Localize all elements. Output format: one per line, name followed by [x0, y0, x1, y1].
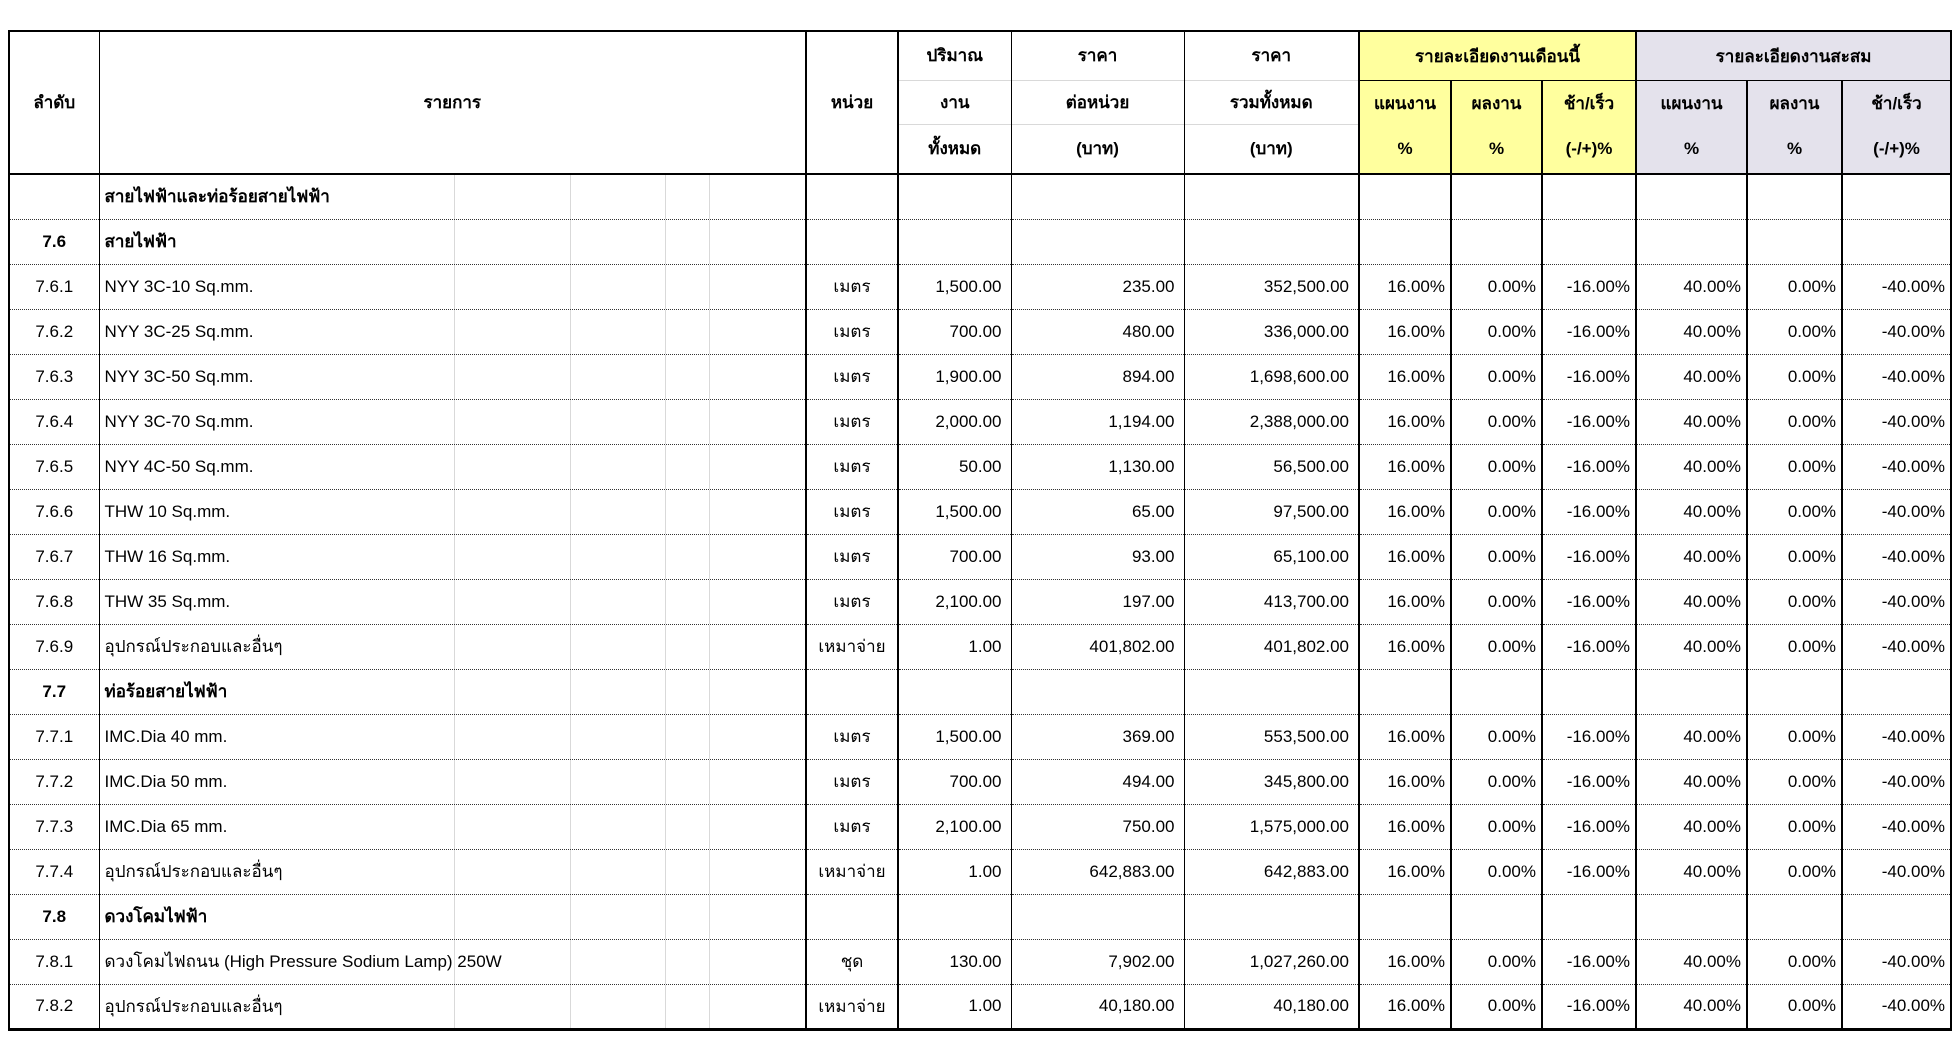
cell-cum-plan [1636, 894, 1747, 939]
cell-unit-price: 93.00 [1011, 534, 1184, 579]
cell-cum-diff: -40.00% [1881, 366, 1946, 386]
cell-no: 7.7.2 [9, 759, 99, 804]
cell-cum-plan: 40.00% [1636, 939, 1747, 984]
cell-no: 7.6.5 [9, 444, 99, 489]
cell-total: 553,500.00 [1184, 714, 1359, 759]
cell-cum-actual: 0.00% [1747, 444, 1842, 489]
header-quantity-line2: งาน [899, 80, 1011, 124]
item-row-7.7.4 [9, 849, 1951, 894]
cell-cum-diff: -40.00% [1881, 816, 1946, 836]
cell-desc: อุปกรณ์ประกอบและอื่นๆ [99, 624, 806, 669]
cell-qty: 50.00 [898, 444, 1011, 489]
cell-cum-plan: 40.00% [1636, 354, 1747, 399]
cell-cum-plan: 40.00% [1636, 534, 1747, 579]
cell-desc: สายไฟฟ้าและท่อร้อยสายไฟฟ้า [99, 174, 806, 219]
cell-no: 7.6.8 [9, 579, 99, 624]
cell-cum-actual: 0.00% [1747, 939, 1842, 984]
cell-cum-plan [1636, 669, 1747, 714]
cell-month-actual [1451, 669, 1542, 714]
cell-total: 65,100.00 [1184, 534, 1359, 579]
cell-qty: 700.00 [898, 759, 1011, 804]
cell-month-actual: 0.00% [1451, 939, 1542, 984]
cell-cum-diff: -40.00% [1881, 996, 1946, 1015]
header-month-plan-unit: % [1397, 139, 1413, 158]
header-cum-actual-label: ผลงาน [1769, 94, 1820, 113]
cell-total: 413,700.00 [1184, 579, 1359, 624]
cell-month-actual: 0.00% [1451, 849, 1542, 894]
cell-total: 56,500.00 [1184, 444, 1359, 489]
cell-cum-actual: 0.00% [1747, 309, 1842, 354]
cell-desc: ดวงโคมไฟถนน (High Pressure Sodium Lamp) 250W [99, 939, 806, 984]
cell-no: 7.7.1 [9, 714, 99, 759]
cell-month-diff [1542, 894, 1636, 939]
cell-qty: 130.00 [898, 939, 1011, 984]
header-cumulative-group: รายละเอียดงานสะสม [1636, 31, 1951, 81]
cell-unit-price: 750.00 [1011, 804, 1184, 849]
cell-month-plan: 16.00% [1359, 309, 1451, 354]
cell-cum-actual: 0.00% [1747, 534, 1842, 579]
cell-qty: 1.00 [898, 624, 1011, 669]
cell-qty: 1,900.00 [898, 354, 1011, 399]
header-cum-diff-unit: (-/+)% [1873, 139, 1920, 158]
cell-cum-plan: 40.00% [1636, 624, 1747, 669]
cell-month-diff: -16.00% [1542, 759, 1636, 804]
header-no: ลำดับ [9, 31, 99, 174]
cell-qty: 1.00 [898, 984, 1011, 1029]
cell-cum-diff: -40.00% [1881, 726, 1946, 746]
cell-desc: IMC.Dia 65 mm. [99, 804, 806, 849]
cell-month-actual: 0.00% [1451, 624, 1542, 669]
header-total-price-line2: รวมทั้งหมด [1185, 80, 1359, 124]
cell-cum-diff: -40.00% [1881, 861, 1946, 881]
header-month-plan [1359, 81, 1451, 175]
cell-cum-plan: 40.00% [1636, 984, 1747, 1029]
cell-qty: 2,100.00 [898, 804, 1011, 849]
cell-cum-diff: -40.00% [1881, 456, 1946, 476]
cell-no: 7.6.7 [9, 534, 99, 579]
header-cum-diff [1842, 81, 1951, 175]
cell-desc: THW 35 Sq.mm. [99, 579, 806, 624]
cell-month-diff [1542, 669, 1636, 714]
cell-month-diff: -16.00% [1542, 534, 1636, 579]
header-month-plan-label: แผนงาน [1373, 94, 1436, 113]
cell-month-plan [1359, 669, 1451, 714]
cell-total: 336,000.00 [1184, 309, 1359, 354]
header-cum-actual [1747, 81, 1842, 175]
header-unit-price-line2: ต่อหน่วย [1012, 80, 1184, 124]
cell-unit-price: 369.00 [1011, 714, 1184, 759]
cell-unit: เมตร [806, 534, 898, 579]
item-row-7.6.8 [9, 579, 1951, 624]
cell-cum-plan: 40.00% [1636, 579, 1747, 624]
cell-month-diff: -16.00% [1542, 849, 1636, 894]
cell-total: 1,698,600.00 [1184, 354, 1359, 399]
cell-cum-actual: 0.00% [1747, 714, 1842, 759]
cell-unit-price [1011, 174, 1184, 219]
cell-no: 7.6.6 [9, 489, 99, 534]
cell-unit-price: 1,194.00 [1011, 399, 1184, 444]
cell-unit [806, 219, 898, 264]
cell-unit [806, 669, 898, 714]
cell-desc: NYY 3C-10 Sq.mm. [99, 264, 806, 309]
cell-cum-plan: 40.00% [1636, 399, 1747, 444]
header-quantity-line3: ทั้งหมด [899, 124, 1011, 173]
cell-unit: เมตร [806, 399, 898, 444]
cell-unit [806, 174, 898, 219]
cell-desc: THW 16 Sq.mm. [99, 534, 806, 579]
cell-qty: 1,500.00 [898, 714, 1011, 759]
cell-qty [898, 219, 1011, 264]
cell-cum-diff: -40.00% [1881, 591, 1946, 611]
cell-no: 7.7.3 [9, 804, 99, 849]
cell-month-plan: 16.00% [1359, 624, 1451, 669]
item-row-7.6.1 [9, 264, 1951, 309]
cell-cum-diff [1842, 894, 1951, 939]
cell-month-plan: 16.00% [1359, 444, 1451, 489]
header-month-actual-unit: % [1488, 139, 1505, 158]
cell-unit-price: 65.00 [1011, 489, 1184, 534]
cell-qty: 1.00 [898, 849, 1011, 894]
item-row-7.8.1 [9, 939, 1951, 984]
cell-cum-diff: -40.00% [1881, 771, 1946, 791]
cell-total [1184, 174, 1359, 219]
cell-unit-price: 480.00 [1011, 309, 1184, 354]
cell-month-actual: 0.00% [1451, 759, 1542, 804]
cell-month-plan: 16.00% [1359, 804, 1451, 849]
cell-total: 401,802.00 [1184, 624, 1359, 669]
header-cum-diff-label: ช้า/เร็ว [1871, 94, 1922, 113]
cell-no: 7.8.2 [9, 984, 99, 1029]
header-cum-actual-unit: % [1786, 139, 1803, 158]
cell-qty [898, 669, 1011, 714]
cell-unit: เมตร [806, 759, 898, 804]
cell-month-plan: 16.00% [1359, 714, 1451, 759]
cell-qty [898, 894, 1011, 939]
cell-no [9, 174, 99, 219]
header-month-diff-label: ช้า/เร็ว [1563, 94, 1615, 113]
cell-cum-actual: 0.00% [1747, 849, 1842, 894]
cell-month-plan: 16.00% [1359, 264, 1451, 309]
cell-no: 7.6.3 [9, 354, 99, 399]
cell-month-diff: -16.00% [1542, 624, 1636, 669]
cell-month-actual: 0.00% [1451, 714, 1542, 759]
cell-unit-price: 235.00 [1011, 264, 1184, 309]
cell-cum-plan: 40.00% [1636, 714, 1747, 759]
cell-cum-diff: -40.00% [1881, 276, 1946, 296]
cell-desc: NYY 3C-50 Sq.mm. [99, 354, 806, 399]
cell-desc: IMC.Dia 40 mm. [99, 714, 806, 759]
cell-month-actual [1451, 894, 1542, 939]
cell-cum-plan: 40.00% [1636, 489, 1747, 534]
cell-unit: เมตร [806, 309, 898, 354]
cell-month-plan: 16.00% [1359, 489, 1451, 534]
cell-month-diff: -16.00% [1542, 489, 1636, 534]
cell-desc: NYY 4C-50 Sq.mm. [99, 444, 806, 489]
header-unit-price-line3: (บาท) [1012, 124, 1184, 173]
cell-month-plan: 16.00% [1359, 984, 1451, 1029]
cell-month-plan: 16.00% [1359, 939, 1451, 984]
cell-month-actual [1451, 174, 1542, 219]
cell-month-diff: -16.00% [1542, 444, 1636, 489]
cell-no: 7.6.1 [9, 264, 99, 309]
cell-month-diff [1542, 219, 1636, 264]
item-row-7.6.2 [9, 309, 1951, 354]
header-month-diff [1542, 81, 1636, 175]
item-row-7.6.9 [9, 624, 1951, 669]
cell-cum-diff: -40.00% [1881, 546, 1946, 566]
cell-month-diff: -16.00% [1542, 939, 1636, 984]
cell-no: 7.6.9 [9, 624, 99, 669]
cell-cum-actual: 0.00% [1747, 579, 1842, 624]
cell-cum-plan: 40.00% [1636, 444, 1747, 489]
cell-unit-price: 197.00 [1011, 579, 1184, 624]
cell-total: 40,180.00 [1184, 984, 1359, 1029]
cell-month-actual: 0.00% [1451, 804, 1542, 849]
cell-desc: สายไฟฟ้า [99, 219, 806, 264]
cell-cum-diff: -40.00% [1881, 636, 1946, 656]
cell-unit: เมตร [806, 444, 898, 489]
cell-month-diff: -16.00% [1542, 399, 1636, 444]
cell-unit: เมตร [806, 714, 898, 759]
item-row-7.8.2 [9, 984, 1951, 1029]
table-body [9, 174, 1951, 1029]
item-row-7.6.7 [9, 534, 1951, 579]
cell-no: 7.8.1 [9, 939, 99, 984]
cell-month-actual: 0.00% [1451, 984, 1542, 1029]
cell-month-diff: -16.00% [1542, 984, 1636, 1029]
header-quantity [898, 31, 1011, 174]
cell-month-actual: 0.00% [1451, 579, 1542, 624]
cell-unit: เมตร [806, 264, 898, 309]
header-month-group: รายละเอียดงานเดือนนี้ [1359, 31, 1636, 81]
cell-cum-diff [1842, 219, 1951, 264]
cell-total: 345,800.00 [1184, 759, 1359, 804]
cell-no: 7.7.4 [9, 849, 99, 894]
cell-desc: อุปกรณ์ประกอบและอื่นๆ [99, 849, 806, 894]
cell-month-diff: -16.00% [1542, 579, 1636, 624]
cell-no: 7.6 [9, 219, 99, 264]
cell-cum-actual: 0.00% [1747, 759, 1842, 804]
cell-desc: NYY 3C-70 Sq.mm. [99, 399, 806, 444]
header-cum-plan-label: แผนงาน [1660, 94, 1723, 113]
cell-unit: เหมาจ่าย [806, 984, 898, 1029]
cell-qty: 1,500.00 [898, 489, 1011, 534]
cell-desc: THW 10 Sq.mm. [99, 489, 806, 534]
item-row-7.7.2 [9, 759, 1951, 804]
cell-month-actual: 0.00% [1451, 444, 1542, 489]
cell-unit: เมตร [806, 354, 898, 399]
cell-cum-diff: -40.00% [1881, 501, 1946, 521]
cell-month-actual: 0.00% [1451, 264, 1542, 309]
cell-cum-plan: 40.00% [1636, 264, 1747, 309]
cell-cum-diff [1842, 669, 1951, 714]
cell-no: 7.6.2 [9, 309, 99, 354]
item-row-7.6.4 [9, 399, 1951, 444]
item-row-7.6.5 [9, 444, 1951, 489]
cell-unit-price [1011, 894, 1184, 939]
cell-cum-actual: 0.00% [1747, 984, 1842, 1029]
cell-cum-plan: 40.00% [1636, 759, 1747, 804]
cell-total: 642,883.00 [1184, 849, 1359, 894]
cell-cum-actual: 0.00% [1747, 804, 1842, 849]
cell-cum-diff [1842, 174, 1951, 219]
header-month-actual-label: ผลงาน [1471, 94, 1522, 113]
cell-month-plan: 16.00% [1359, 759, 1451, 804]
cell-unit-price [1011, 219, 1184, 264]
cell-month-diff: -16.00% [1542, 354, 1636, 399]
cell-cum-actual [1747, 669, 1842, 714]
cell-unit: เมตร [806, 579, 898, 624]
cell-unit-price: 894.00 [1011, 354, 1184, 399]
cell-total: 1,575,000.00 [1184, 804, 1359, 849]
cell-month-plan: 16.00% [1359, 534, 1451, 579]
cell-no: 7.8 [9, 894, 99, 939]
cell-cum-diff: -40.00% [1881, 321, 1946, 341]
cell-desc: NYY 3C-25 Sq.mm. [99, 309, 806, 354]
cell-month-plan [1359, 174, 1451, 219]
header-quantity-line1: ปริมาณ [926, 46, 983, 65]
cell-cum-actual: 0.00% [1747, 624, 1842, 669]
item-row-7.7.1 [9, 714, 1951, 759]
cell-qty: 1,500.00 [898, 264, 1011, 309]
table-header [9, 31, 1951, 174]
cell-total [1184, 669, 1359, 714]
section-row-7.8 [9, 894, 1951, 939]
cell-total: 2,388,000.00 [1184, 399, 1359, 444]
cell-total: 352,500.00 [1184, 264, 1359, 309]
cell-cum-actual: 0.00% [1747, 264, 1842, 309]
cell-desc: อุปกรณ์ประกอบและอื่นๆ [99, 984, 806, 1029]
section-row [9, 174, 1951, 219]
cell-unit-price: 494.00 [1011, 759, 1184, 804]
cell-total: 1,027,260.00 [1184, 939, 1359, 984]
cell-month-diff [1542, 174, 1636, 219]
cell-cum-actual [1747, 894, 1842, 939]
cell-unit: เมตร [806, 489, 898, 534]
section-row-7.6 [9, 219, 1951, 264]
cell-cum-plan: 40.00% [1636, 804, 1747, 849]
cell-month-plan [1359, 894, 1451, 939]
header-month-diff-unit: (-/+)% [1565, 139, 1613, 158]
header-cum-plan-unit: % [1683, 139, 1700, 158]
cell-month-actual: 0.00% [1451, 354, 1542, 399]
cell-total [1184, 219, 1359, 264]
cell-unit: เมตร [806, 804, 898, 849]
cell-cum-actual: 0.00% [1747, 489, 1842, 534]
cell-no: 7.6.4 [9, 399, 99, 444]
cell-desc: IMC.Dia 50 mm. [99, 759, 806, 804]
cell-unit: เหมาจ่าย [806, 849, 898, 894]
cell-month-diff: -16.00% [1542, 264, 1636, 309]
cell-unit: ชุด [806, 939, 898, 984]
header-unit-price-line1: ราคา [1077, 46, 1118, 65]
cell-month-plan: 16.00% [1359, 579, 1451, 624]
cell-unit-price: 7,902.00 [1011, 939, 1184, 984]
cell-cum-plan: 40.00% [1636, 309, 1747, 354]
cell-total: 97,500.00 [1184, 489, 1359, 534]
header-total-price-line3: (บาท) [1185, 124, 1359, 173]
cell-qty: 700.00 [898, 309, 1011, 354]
header-month-actual [1451, 81, 1542, 175]
cell-desc: ท่อร้อยสายไฟฟ้า [99, 669, 806, 714]
cell-cum-actual [1747, 219, 1842, 264]
item-row-7.6.6 [9, 489, 1951, 534]
progress-report-table [8, 30, 1952, 1031]
section-row-7.7 [9, 669, 1951, 714]
cell-month-diff: -16.00% [1542, 309, 1636, 354]
item-row-7.6.3 [9, 354, 1951, 399]
cell-month-plan: 16.00% [1359, 849, 1451, 894]
header-total-price-line1: ราคา [1251, 46, 1292, 65]
cell-cum-actual: 0.00% [1747, 354, 1842, 399]
cell-month-actual: 0.00% [1451, 399, 1542, 444]
header-unit: หน่วย [806, 31, 898, 174]
cell-cum-plan [1636, 174, 1747, 219]
cell-month-actual: 0.00% [1451, 309, 1542, 354]
header-description: รายการ [99, 31, 806, 174]
cell-cum-plan: 40.00% [1636, 849, 1747, 894]
cell-cum-plan [1636, 219, 1747, 264]
cell-qty [898, 174, 1011, 219]
cell-cum-actual: 0.00% [1747, 399, 1842, 444]
cell-cum-diff: -40.00% [1881, 951, 1946, 971]
cell-month-actual [1451, 219, 1542, 264]
cell-cum-actual [1747, 174, 1842, 219]
cell-no: 7.7 [9, 669, 99, 714]
cell-unit-price [1011, 669, 1184, 714]
item-row-7.7.3 [9, 804, 1951, 849]
cell-qty: 700.00 [898, 534, 1011, 579]
cell-month-diff: -16.00% [1542, 804, 1636, 849]
cell-unit-price: 40,180.00 [1011, 984, 1184, 1029]
header-unit-price [1011, 31, 1184, 174]
cell-desc: ดวงโคมไฟฟ้า [99, 894, 806, 939]
cell-cum-diff: -40.00% [1881, 411, 1946, 431]
header-total-price [1184, 31, 1359, 174]
cell-unit: เหมาจ่าย [806, 624, 898, 669]
cell-unit-price: 401,802.00 [1011, 624, 1184, 669]
cell-month-diff: -16.00% [1542, 714, 1636, 759]
cell-month-actual: 0.00% [1451, 489, 1542, 534]
cell-month-plan: 16.00% [1359, 354, 1451, 399]
cell-month-plan: 16.00% [1359, 399, 1451, 444]
header-cum-plan [1636, 81, 1747, 175]
cell-unit-price: 1,130.00 [1011, 444, 1184, 489]
cell-qty: 2,000.00 [898, 399, 1011, 444]
cell-month-plan [1359, 219, 1451, 264]
cell-month-actual: 0.00% [1451, 534, 1542, 579]
cell-unit-price: 642,883.00 [1011, 849, 1184, 894]
cell-total [1184, 894, 1359, 939]
cell-unit [806, 894, 898, 939]
cell-qty: 2,100.00 [898, 579, 1011, 624]
